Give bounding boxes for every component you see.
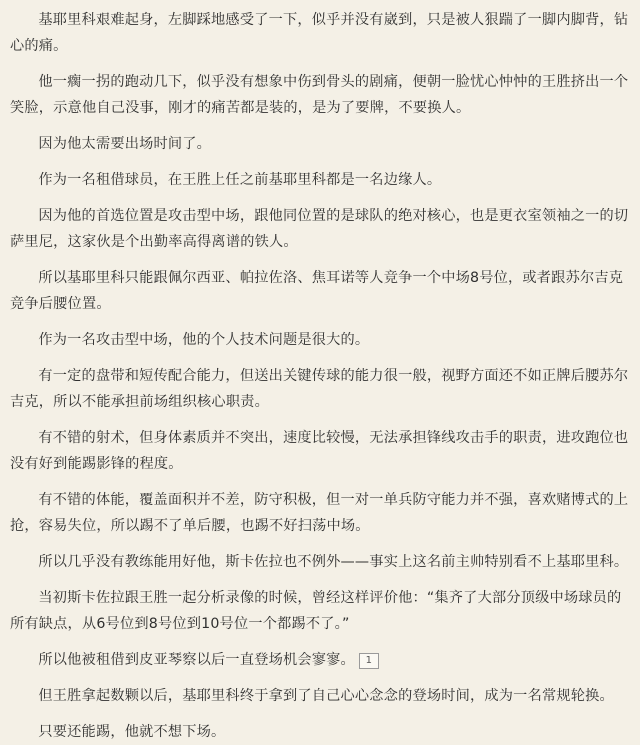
paragraph: 但王胜拿起数颗以后，基耶里科终于拿到了自己心心念念的登场时间，成为一名常规轮换。 xyxy=(38,688,614,704)
paragraph: 所以几乎没有教练能用好他，斯卡佐拉也不例外——事实上这名前主帅特别看不上基耶里科。 xyxy=(38,554,629,570)
paragraph: 当初斯卡佐拉跟王胜一起分析录像的时候，曾经这样评价他：“集齐了大部分顶级中场球员的所有缺点，从6号位到8号位到10号位一个都踢不了。” xyxy=(10,590,622,632)
paragraph: 有不错的体能，覆盖面积并不差，防守积极，但一对一单兵防守能力并不强，喜欢赌博式的上抢，容易失位，所以踢不了单后腰，也踢不好扫荡中场。 xyxy=(10,492,629,534)
paragraph: 因为他的首选位置是攻击型中场，跟他同位置的是球队的绝对核心，也是更衣室领袖之一的切萨里尼，这家伙是个出勤率高得离谱的铁人。 xyxy=(10,208,629,250)
paragraph: 只要还能踢，他就不想下场。 xyxy=(38,724,226,740)
paragraph: 基耶里科艰难起身，左脚踩地感受了一下，似乎并没有崴到，只是被人狠踹了一脚内脚背，钻心的痛。 xyxy=(10,12,629,54)
paragraph: 所以基耶里科只能跟佩尔西亚、帕拉佐洛、焦耳诺等人竞争一个中场8号位，或者跟苏尔吉克竞争后腰位置。 xyxy=(10,270,624,312)
footnote-ref-button[interactable]: 1 xyxy=(359,653,379,669)
paragraph: 有不错的射术，但身体素质并不突出，速度比较慢，无法承担锋线攻击手的职责，进攻跑位也没有好到能踢影锋的程度。 xyxy=(10,430,629,472)
paragraph: 作为一名攻击型中场，他的个人技术问题是很大的。 xyxy=(38,332,370,348)
paragraph: 他一瘸一拐的跑动几下，似乎没有想象中伤到骨头的剧痛，便朝一脸忧心忡忡的王胜挤出一个笑脸，示意他自己没事，刚才的痛苦都是装的，是为了要牌，不要换人。 xyxy=(10,74,629,116)
paragraph-text: 所以他被租借到皮亚琴察以后一直登场机会寥寥。 xyxy=(38,652,355,668)
paragraph: 有一定的盘带和短传配合能力，但送出关键传球的能力很一般，视野方面还不如正牌后腰苏尔吉克，所以不能承担前场组织核心职责。 xyxy=(10,368,629,410)
paragraph-with-note xyxy=(10,647,632,673)
paragraph: 因为他太需要出场时间了。 xyxy=(38,136,212,152)
paragraph: 作为一名租借球员，在王胜上任之前基耶里科都是一名边缘人。 xyxy=(38,172,442,188)
